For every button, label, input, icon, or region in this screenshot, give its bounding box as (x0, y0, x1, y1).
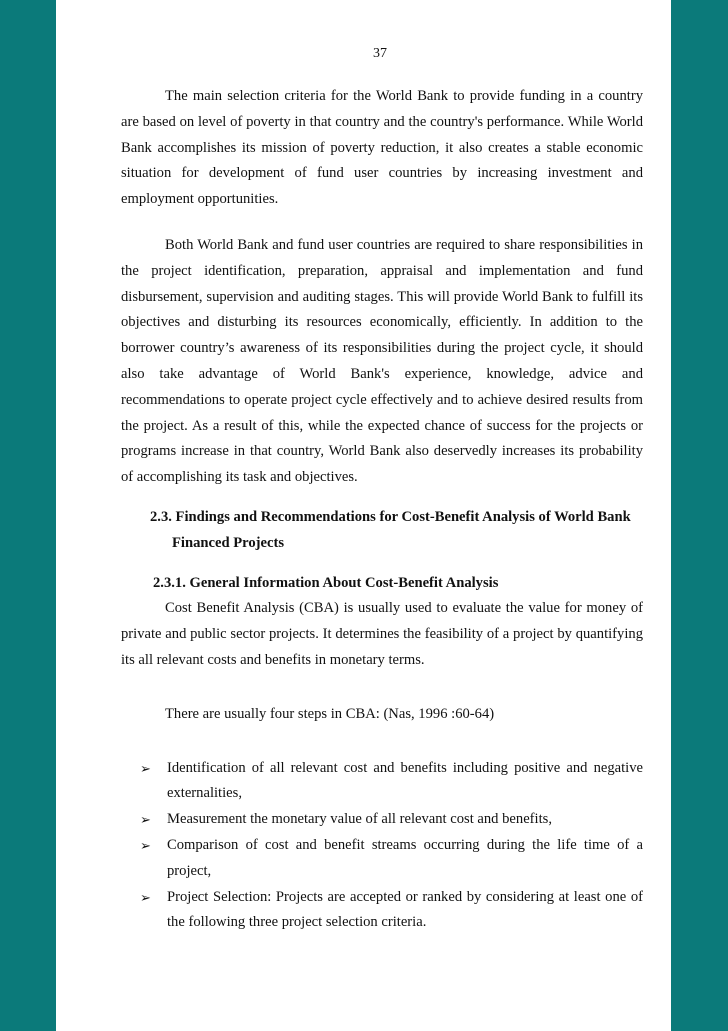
arrow-bullet-icon: ➢ (140, 812, 151, 828)
right-margin-band (671, 0, 728, 1031)
list-item-text: Identification of all relevant cost and benefits including positive and negative externalities, (167, 759, 643, 802)
cba-steps-list (121, 756, 643, 937)
paragraph-cba-definition: Cost Benefit Analysis (CBA) is usually used to evaluate the value for money of private and public sector projects. It determines the feasibility of a project by quantifying its all relevant costs and benefits in monetary terms. (121, 600, 643, 668)
left-margin-band (0, 0, 56, 1031)
section-heading-2-3-line2: Financed Projects (172, 534, 284, 551)
list-item (140, 885, 643, 937)
section-heading-2-3-line1: 2.3. Findings and Recommendations for Cost-Benefit Analysis of World Bank (150, 508, 631, 525)
subsection-heading-2-3-1: 2.3.1. General Information About Cost-Benefit Analysis (153, 574, 499, 591)
page-number: 37 (373, 46, 387, 61)
list-item-text: Comparison of cost and benefit streams occurring during the life time of a project, (167, 836, 643, 879)
document-body (121, 84, 643, 936)
paragraph-cba-steps-intro: There are usually four steps in CBA: (Nas, 1996 :60-64) (165, 705, 495, 722)
list-item (140, 807, 643, 833)
section-heading-2-3 (121, 505, 643, 557)
list-item (140, 756, 643, 808)
paragraph-shared-responsibilities: Both World Bank and fund user countries are required to share responsibilities in the project identification, preparation, appraisal and implementation and fund disbursement, supervision and auditing stages. This will provide World Bank to fulfill its objectives and disturbing its resources economically, efficiently. In addition to the borrower country’s awareness of its responsibilities during the project cycle, it should also take advantage of World Bank's experience, knowledge, advice and recommendations to operate project cycle effectively and to achieve desired results from the project. As a result of this, while the expected chance of success for the projects or programs increase in that country, World Bank also deservedly increases its probability of accomplishing its task and objectives. (121, 236, 643, 486)
arrow-bullet-icon: ➢ (140, 837, 151, 853)
list-item-text: Project Selection: Projects are accepted or ranked by considering at least one of the following three project selection criteria. (167, 888, 643, 931)
list-item (140, 833, 643, 885)
list-item-text: Measurement the monetary value of all relevant cost and benefits, (167, 811, 552, 828)
arrow-bullet-icon: ➢ (140, 760, 151, 776)
arrow-bullet-icon: ➢ (140, 889, 151, 905)
paragraph-selection-criteria: The main selection criteria for the World Bank to provide funding in a country are based on level of poverty in that country and the country's performance. While World Bank accomplishes its mission of poverty reduction, it also creates a stable economic situation for development of fund user countries by increasing investment and employment opportunities. (121, 88, 643, 208)
